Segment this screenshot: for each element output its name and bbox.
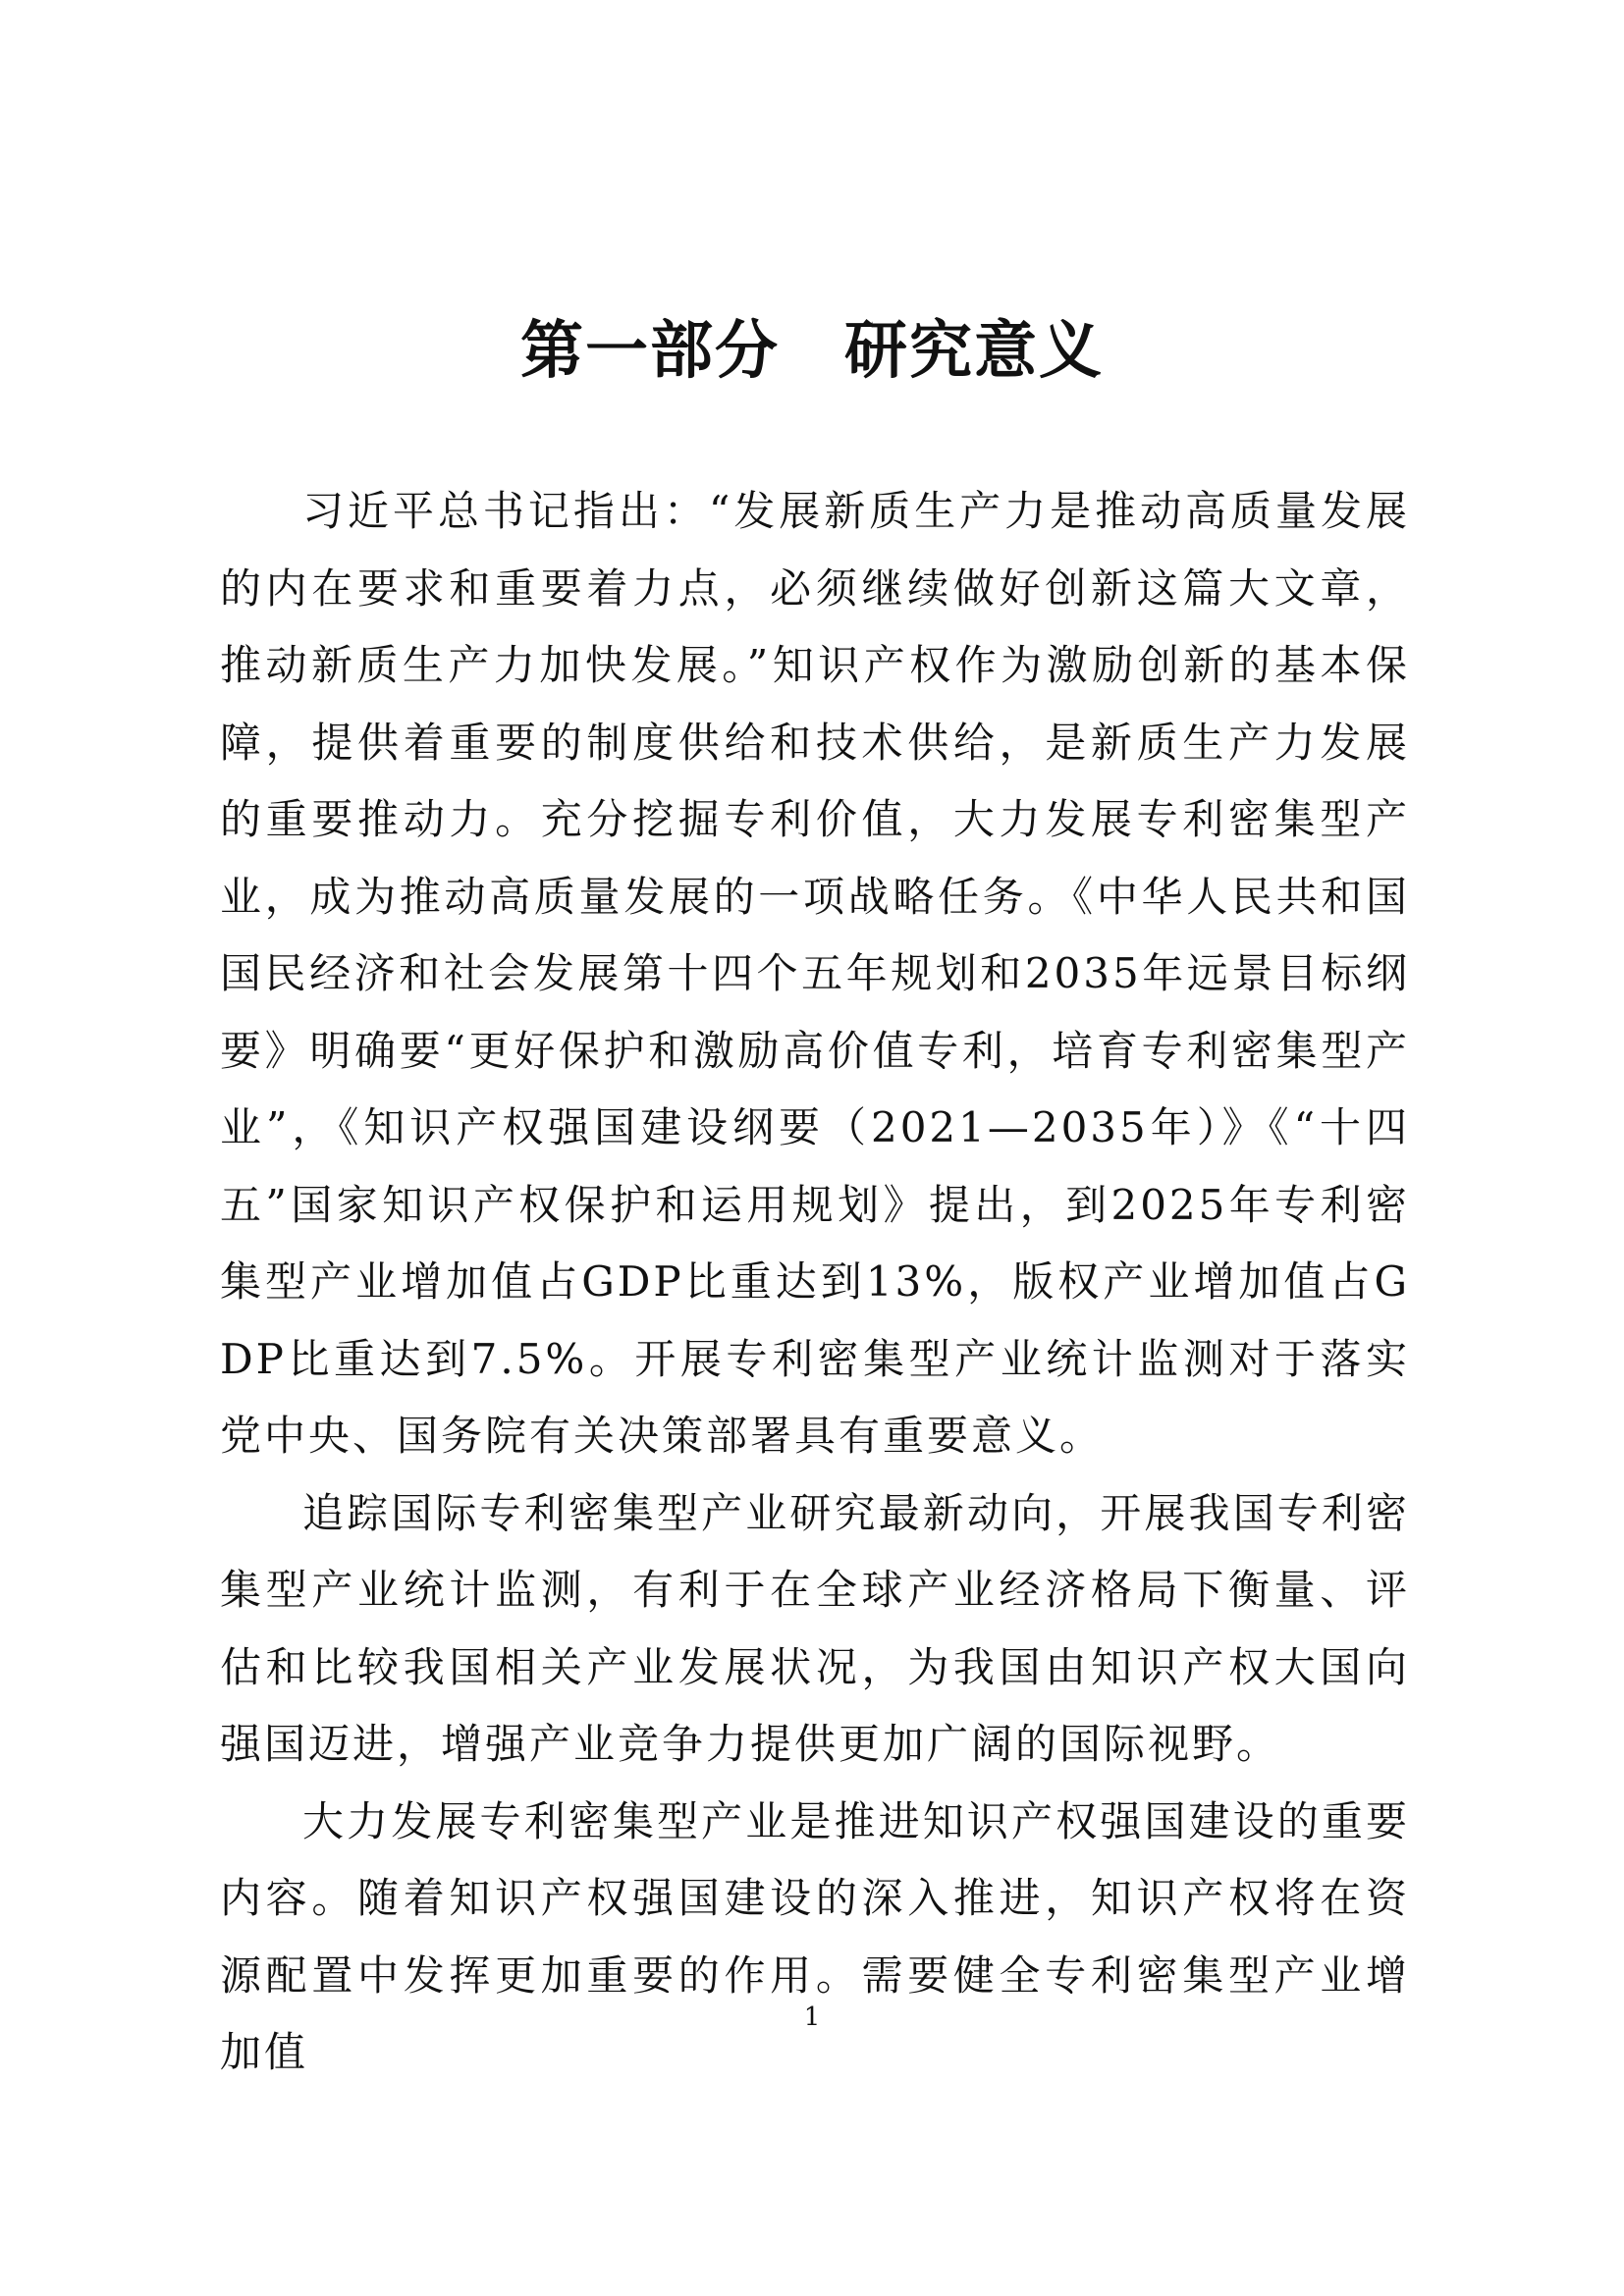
paragraph-2: 追踪国际专利密集型产业研究最新动向，开展我国专利密集型产业统计监测，有利于在全球产业经济格局下衡量、评估和比较我国相关产业发展状况，为我国由知识产权大国向强国迈进，增强产业竞争力提供更加广阔的国际视野。 [220,1488,1410,1768]
paragraph-1: 习近平总书记指出：“发展新质生产力是推动高质量发展的内在要求和重要着力点，必须继续做好创新这篇大文章，推动新质生产力加快发展。”知识产权作为激励创新的基本保障，提供着重要的制度供给和技术供给，是新质生产力发展的重要推动力。充分挖掘专利价值，大力发展专利密集型产业，成为推动高质量发展的一项战略任务。《中华人民共和国国民经济和社会发展第十四个五年规划和2035年远景目标纲要》明确要“更好保护和激励高价值专利，培育专利密集型产业”，《知识产权强国建设纲要（2021—2035年）》《“十四五”国家知识产权保护和运用规划》提出，到2025年专利密集型产业增加值占GDP比重达到13%，版权产业增加值占GDP比重达到7.5%。开展专利密集型产业统计监测对于落实党中央、国务院有关决策部署具有重要意义。 [220,487,1410,1460]
page-number: 1 [803,2002,821,2032]
page-title: 第一部分 研究意义 [520,314,1104,388]
paragraph-3: 大力发展专利密集型产业是推进知识产权强国建设的重要内容。随着知识产权强国建设的深入推进，知识产权将在资源配置中发挥更加重要的作用。需要健全专利密集型产业增加值 [220,1796,1410,2076]
document-body [220,473,1410,2092]
